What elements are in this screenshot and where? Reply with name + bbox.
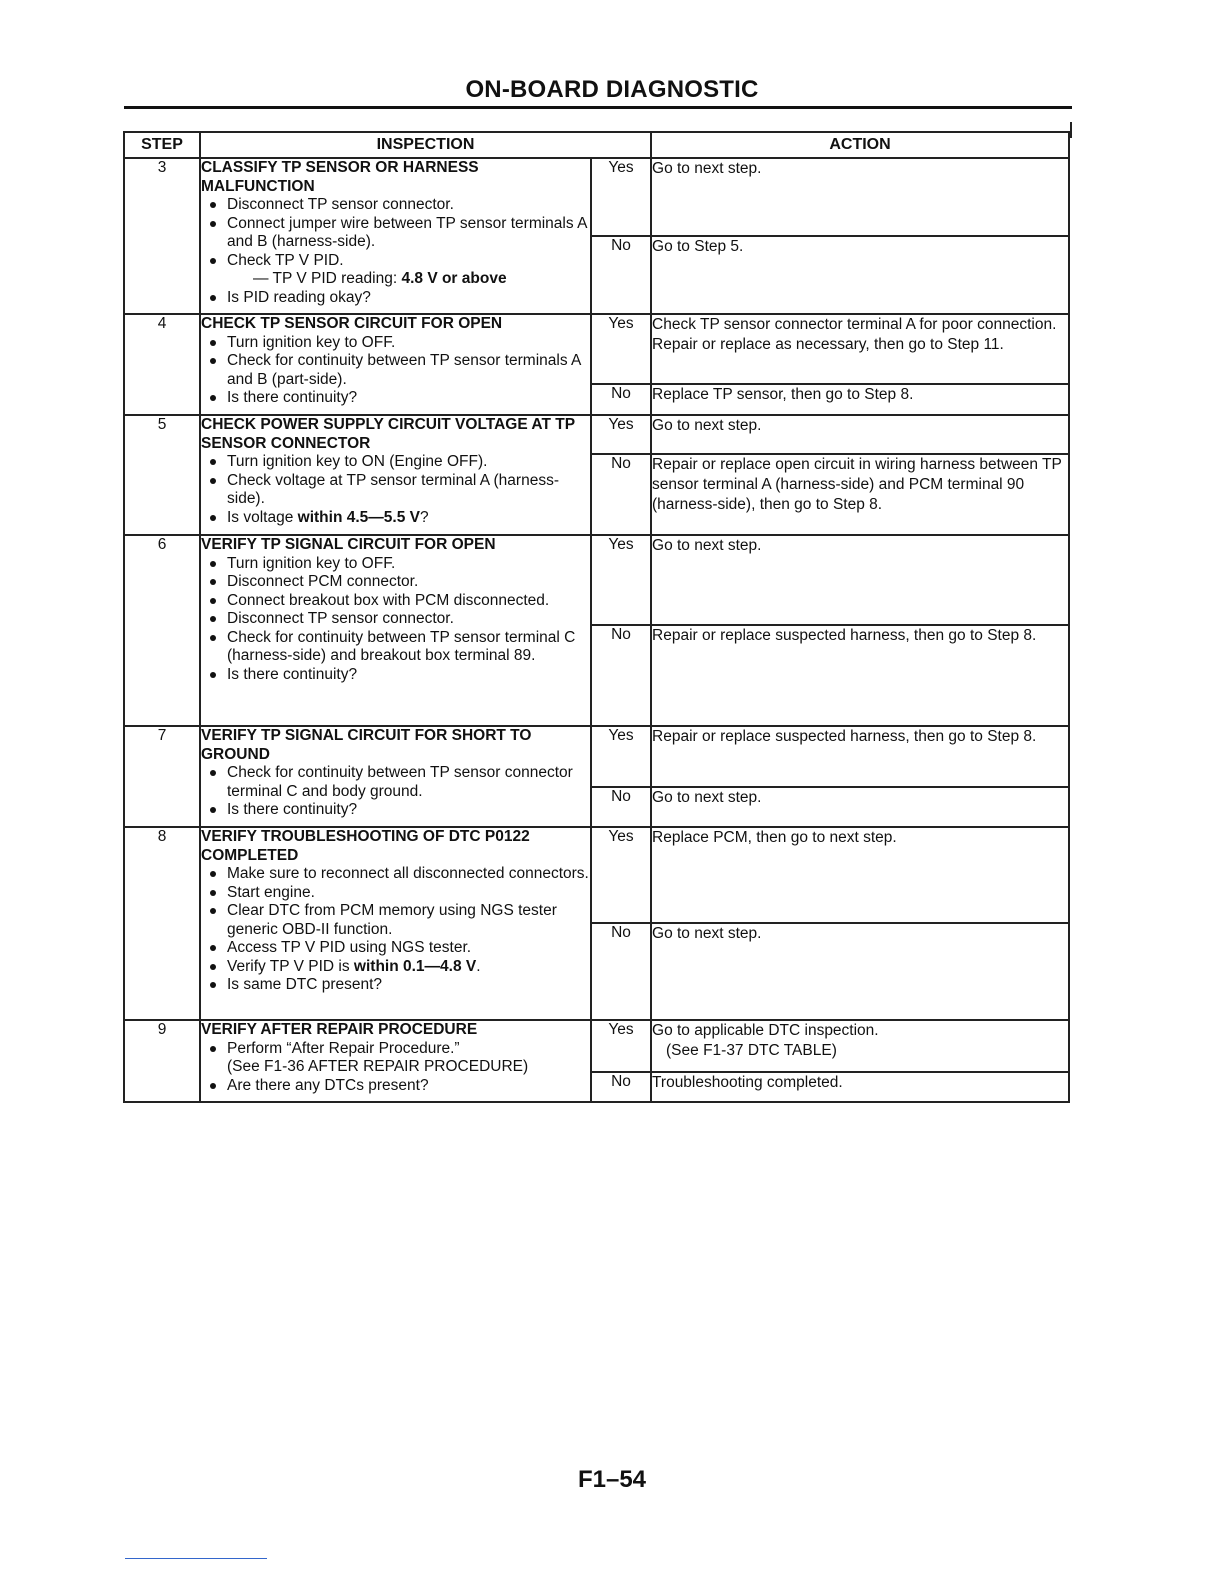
inspection-item-value: within 4.5—5.5 V <box>297 508 420 526</box>
table-header-row <box>124 132 1069 158</box>
yes-action-text: Check TP sensor connector terminal A for poor connection. Repair or replace as necessary, then go to Step 11. <box>652 316 1057 353</box>
inspection-item <box>201 352 590 389</box>
inspection-item-text: Check voltage at TP sensor terminal A (harness-side). <box>227 471 559 507</box>
inspection-item-text: Check for continuity between TP sensor connector terminal C and body ground. <box>227 764 573 800</box>
inspection-item-text: Is PID reading okay? <box>227 288 371 306</box>
no-action <box>651 384 1069 415</box>
step-number: 8 <box>124 827 200 1020</box>
inspection-item-text: Clear DTC from PCM memory using NGS tester generic OBD-II function. <box>227 902 557 938</box>
inspection-item <box>201 610 590 629</box>
no-action-text: Go to next step. <box>652 789 762 806</box>
inspection-item <box>201 666 590 685</box>
inspection-list <box>201 865 590 995</box>
inspection-item <box>201 196 590 215</box>
no-label: No <box>591 384 651 415</box>
yes-action <box>651 158 1069 236</box>
inspection-cell <box>200 535 591 726</box>
step-number: 6 <box>124 535 200 726</box>
inspection-item <box>201 976 590 995</box>
header-step: STEP <box>124 132 200 158</box>
step-row <box>124 415 1069 454</box>
inspection-item <box>201 629 590 666</box>
inspection-cell <box>200 415 591 535</box>
step-row <box>124 314 1069 384</box>
inspection-item-text: Connect jumper wire between TP sensor terminals A and B (harness-side). <box>227 214 587 250</box>
inspection-cell <box>200 158 591 314</box>
yes-action <box>651 314 1069 384</box>
inspection-heading: VERIFY TROUBLESHOOTING OF DTC P0122 COMPLETED <box>201 828 530 864</box>
inspection-list <box>201 764 590 820</box>
yes-action-text: Go to next step. <box>652 537 762 554</box>
inspection-item-text: Start engine. <box>227 883 315 901</box>
inspection-heading: VERIFY TP SIGNAL CIRCUIT FOR SHORT TO GROUND <box>201 727 532 763</box>
yes-label: Yes <box>591 726 651 787</box>
inspection-item <box>201 865 590 884</box>
inspection-item <box>201 1040 590 1077</box>
no-action <box>651 1072 1069 1102</box>
no-label: No <box>591 236 651 314</box>
no-action-text: Go to Step 5. <box>652 238 744 255</box>
inspection-item-text: Disconnect TP sensor connector. <box>227 196 454 213</box>
no-action <box>651 923 1069 1020</box>
no-action <box>651 454 1069 535</box>
yes-action-text: Go to next step. <box>652 160 762 177</box>
yes-label: Yes <box>591 827 651 923</box>
inspection-cell <box>200 314 591 415</box>
step-row <box>124 1020 1069 1072</box>
yes-action-text: Replace PCM, then go to next step. <box>652 829 897 846</box>
inspection-cell <box>200 726 591 827</box>
header-inspection: INSPECTION <box>200 132 651 158</box>
yes-action-text: Go to next step. <box>652 417 762 434</box>
no-action-text: Troubleshooting completed. <box>652 1074 843 1091</box>
step-row <box>124 158 1069 236</box>
diagnostic-table <box>123 131 1070 1103</box>
inspection-item-text: Is there continuity? <box>227 801 358 818</box>
page-number: F1–54 <box>577 1466 647 1493</box>
header-action: ACTION <box>651 132 1069 158</box>
step-number: 4 <box>124 314 200 415</box>
no-label: No <box>591 454 651 535</box>
inspection-item-text: Check for continuity between TP sensor terminals A and B (part-side). <box>227 352 581 388</box>
yes-action-text: Repair or replace suspected harness, then go to Step 8. <box>652 728 1037 745</box>
yes-label: Yes <box>591 314 651 384</box>
inspection-item <box>201 509 590 528</box>
yes-label: Yes <box>591 535 651 625</box>
inspection-item <box>201 289 590 308</box>
inspection-item-text: Turn ignition key to OFF. <box>227 333 396 351</box>
page-title: ON-BOARD DIAGNOSTIC <box>465 76 759 103</box>
step-row <box>124 827 1069 923</box>
step-number: 3 <box>124 158 200 314</box>
inspection-item-text: Turn ignition key to OFF. <box>227 554 396 572</box>
yes-action <box>651 726 1069 787</box>
no-action-text: Go to next step. <box>652 925 762 942</box>
step-row <box>124 726 1069 787</box>
inspection-item <box>201 801 590 820</box>
no-action-text: Repair or replace open circuit in wiring harness between TP sensor terminal A (harness-side) and PCM terminal 90 (harness-side), then go to Step 8. <box>652 456 1062 513</box>
inspection-heading: CLASSIFY TP SENSOR OR HARNESS MALFUNCTION <box>201 159 479 195</box>
inspection-cell <box>200 827 591 1020</box>
inspection-item-text: Are there any DTCs present? <box>227 1076 429 1094</box>
table-body <box>124 158 1069 1102</box>
inspection-item-text: Check TP V PID. <box>227 251 344 269</box>
yes-action <box>651 535 1069 625</box>
inspection-item <box>201 573 590 592</box>
yes-action <box>651 415 1069 454</box>
yes-action-reference: (See F1-37 DTC TABLE) <box>666 1042 837 1059</box>
inspection-item <box>201 389 590 408</box>
title-rule <box>124 106 1072 109</box>
inspection-item <box>201 939 590 958</box>
inspection-item <box>201 902 590 939</box>
inspection-item <box>201 884 590 903</box>
no-action <box>651 787 1069 827</box>
inspection-item-suffix: ? <box>419 508 429 526</box>
inspection-item-text: Verify TP V PID is <box>227 957 354 975</box>
inspection-sub-line: (See F1-36 AFTER REPAIR PROCEDURE) <box>227 1058 529 1075</box>
inspection-list <box>201 555 590 685</box>
no-action <box>651 625 1069 726</box>
inspection-item-text: Is same DTC present? <box>227 976 383 993</box>
inspection-item-value: within 0.1—4.8 V <box>353 957 477 975</box>
no-label: No <box>591 625 651 726</box>
inspection-item-text: Connect breakout box with PCM disconnected. <box>227 591 550 609</box>
inspection-heading: CHECK POWER SUPPLY CIRCUIT VOLTAGE AT TP SENSOR CONNECTOR <box>201 416 575 452</box>
inspection-item <box>201 252 590 289</box>
inspection-item <box>201 472 590 509</box>
inspection-list <box>201 1040 590 1096</box>
inspection-heading: CHECK TP SENSOR CIRCUIT FOR OPEN <box>201 315 503 332</box>
inspection-item-text: Is voltage <box>227 508 298 526</box>
no-action <box>651 236 1069 314</box>
no-label: No <box>591 1072 651 1102</box>
inspection-item-text: Check for continuity between TP sensor terminal C (harness-side) and breakout box terminal 89. <box>227 628 576 664</box>
inspection-item-text: Turn ignition key to ON (Engine OFF). <box>227 453 488 470</box>
inspection-item-suffix: . <box>476 957 481 975</box>
no-label: No <box>591 923 651 1020</box>
yes-action <box>651 827 1069 923</box>
inspection-list <box>201 334 590 408</box>
step-number: 7 <box>124 726 200 827</box>
inspection-item <box>201 453 590 472</box>
inspection-sub-text: — TP V PID reading: <box>253 270 402 287</box>
inspection-item <box>201 334 590 353</box>
table-corner-mark <box>1070 122 1072 138</box>
inspection-item <box>201 555 590 574</box>
inspection-sub-line <box>227 270 590 289</box>
inspection-item <box>201 592 590 611</box>
step-row <box>124 535 1069 625</box>
step-number: 5 <box>124 415 200 535</box>
inspection-item-text: Is there continuity? <box>227 389 358 406</box>
inspection-heading: VERIFY AFTER REPAIR PROCEDURE <box>201 1021 478 1038</box>
inspection-item-text: Disconnect TP sensor connector. <box>227 610 454 627</box>
bottom-link-rule <box>125 1558 267 1559</box>
inspection-item-text: Is there continuity? <box>227 665 358 683</box>
inspection-item-text: Access TP V PID using NGS tester. <box>227 939 472 956</box>
inspection-item <box>201 764 590 801</box>
inspection-item <box>201 1077 590 1096</box>
inspection-item <box>201 958 590 977</box>
no-action-text: Replace TP sensor, then go to Step 8. <box>652 386 914 403</box>
yes-action <box>651 1020 1069 1072</box>
inspection-heading: VERIFY TP SIGNAL CIRCUIT FOR OPEN <box>201 536 496 553</box>
inspection-sub-value: 4.8 V or above <box>401 270 507 287</box>
yes-label: Yes <box>591 1020 651 1072</box>
inspection-item-text: Disconnect PCM connector. <box>227 573 419 590</box>
yes-label: Yes <box>591 158 651 236</box>
inspection-item-text: Perform “After Repair Procedure.” <box>227 1039 460 1057</box>
yes-label: Yes <box>591 415 651 454</box>
no-action-text: Repair or replace suspected harness, then go to Step 8. <box>652 627 1037 644</box>
step-number: 9 <box>124 1020 200 1102</box>
inspection-item <box>201 215 590 252</box>
no-label: No <box>591 787 651 827</box>
inspection-list <box>201 453 590 527</box>
inspection-cell <box>200 1020 591 1102</box>
inspection-item-text: Make sure to reconnect all disconnected connectors. <box>227 865 589 882</box>
inspection-list <box>201 196 590 307</box>
yes-action-text: Go to applicable DTC inspection. <box>652 1022 879 1039</box>
